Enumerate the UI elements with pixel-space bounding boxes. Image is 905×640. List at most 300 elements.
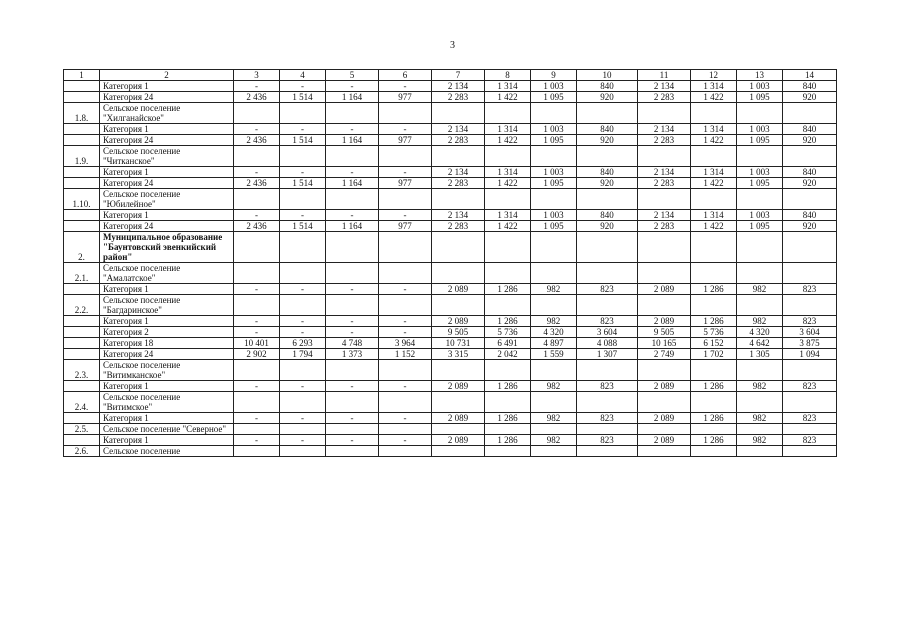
value-cell — [379, 146, 432, 167]
row-name-cell: Категория 1 — [100, 210, 234, 221]
row-name-cell: Категория 24 — [100, 178, 234, 189]
table-row — [64, 81, 837, 92]
value-cell — [234, 146, 280, 167]
value-cell: 1 422 — [485, 92, 531, 103]
value-cell: 2 283 — [638, 92, 691, 103]
value-cell — [691, 103, 737, 124]
value-cell: - — [326, 381, 379, 392]
value-cell: 823 — [577, 381, 638, 392]
value-cell: 2 436 — [234, 135, 280, 146]
value-cell: 1 152 — [379, 349, 432, 360]
value-cell: 2 902 — [234, 349, 280, 360]
value-cell: 1 003 — [531, 167, 577, 178]
value-cell: 1 422 — [485, 221, 531, 232]
value-cell: 10 731 — [432, 338, 485, 349]
value-cell — [691, 146, 737, 167]
value-cell: 840 — [783, 167, 837, 178]
row-number-cell — [64, 167, 100, 178]
value-cell — [577, 232, 638, 263]
value-cell — [783, 103, 837, 124]
value-cell: 1 003 — [737, 81, 783, 92]
value-cell: 1 305 — [737, 349, 783, 360]
value-cell: - — [379, 316, 432, 327]
value-cell: 2 134 — [432, 81, 485, 92]
value-cell: - — [280, 167, 326, 178]
row-name-cell: Категория 1 — [100, 167, 234, 178]
value-cell: 2 089 — [432, 316, 485, 327]
row-number-cell — [64, 135, 100, 146]
value-cell: 1 514 — [280, 221, 326, 232]
value-cell: 9 505 — [432, 327, 485, 338]
value-cell — [280, 189, 326, 210]
value-cell: 2 283 — [638, 221, 691, 232]
value-cell: 840 — [783, 124, 837, 135]
value-cell — [577, 263, 638, 284]
value-cell — [379, 424, 432, 435]
value-cell — [691, 232, 737, 263]
value-cell: - — [234, 284, 280, 295]
value-cell — [737, 424, 783, 435]
value-cell — [234, 263, 280, 284]
header-cell: 11 — [638, 70, 691, 81]
row-name-cell: Категория 18 — [100, 338, 234, 349]
table-row — [64, 295, 837, 316]
row-name-cell: Категория 24 — [100, 349, 234, 360]
row-name-cell: Сельское поселение "Багдаринское" — [100, 295, 234, 316]
value-cell: 823 — [577, 413, 638, 424]
row-number-cell: 2.6. — [64, 446, 100, 457]
value-cell — [379, 360, 432, 381]
value-cell — [691, 392, 737, 413]
header-cell: 14 — [783, 70, 837, 81]
value-cell — [737, 392, 783, 413]
table-row — [64, 124, 837, 135]
value-cell — [737, 232, 783, 263]
value-cell — [783, 146, 837, 167]
row-name-cell: Сельское поселение "Амалатское" — [100, 263, 234, 284]
value-cell: 920 — [783, 135, 837, 146]
table-row — [64, 435, 837, 446]
value-cell — [691, 360, 737, 381]
value-cell — [577, 295, 638, 316]
value-cell — [280, 146, 326, 167]
value-cell: - — [379, 381, 432, 392]
value-cell — [432, 360, 485, 381]
value-cell: 2 134 — [638, 210, 691, 221]
header-cell: 4 — [280, 70, 326, 81]
value-cell: 2 283 — [638, 135, 691, 146]
value-cell — [737, 103, 783, 124]
row-name-cell: Муниципальное образование "Баунтовский эвенкийский район" — [100, 232, 234, 263]
value-cell: 1 307 — [577, 349, 638, 360]
header-cell: 13 — [737, 70, 783, 81]
value-cell — [379, 103, 432, 124]
value-cell: 1 422 — [691, 221, 737, 232]
value-cell: - — [379, 284, 432, 295]
value-cell — [577, 103, 638, 124]
value-cell: 2 089 — [432, 413, 485, 424]
value-cell — [783, 295, 837, 316]
value-cell — [234, 446, 280, 457]
row-number-cell: 1.8. — [64, 103, 100, 124]
header-cell: 7 — [432, 70, 485, 81]
value-cell: 2 436 — [234, 178, 280, 189]
row-number-cell — [64, 81, 100, 92]
value-cell: - — [326, 167, 379, 178]
value-cell: 2 134 — [432, 167, 485, 178]
row-name-cell: Сельское поселение — [100, 446, 234, 457]
value-cell: 2 436 — [234, 92, 280, 103]
header-cell: 9 — [531, 70, 577, 81]
header-cell: 2 — [100, 70, 234, 81]
value-cell — [326, 392, 379, 413]
table-row — [64, 338, 837, 349]
value-cell: 1 314 — [485, 124, 531, 135]
value-cell: 1 422 — [691, 178, 737, 189]
value-cell — [577, 392, 638, 413]
value-cell — [326, 189, 379, 210]
value-cell: 977 — [379, 92, 432, 103]
row-number-cell — [64, 413, 100, 424]
value-cell — [432, 103, 485, 124]
value-cell — [638, 103, 691, 124]
value-cell: 920 — [577, 92, 638, 103]
value-cell — [280, 295, 326, 316]
row-name-cell: Категория 24 — [100, 221, 234, 232]
value-cell: - — [326, 210, 379, 221]
value-cell: 2 283 — [432, 178, 485, 189]
value-cell — [783, 232, 837, 263]
row-number-cell — [64, 316, 100, 327]
value-cell: 982 — [737, 381, 783, 392]
table-row — [64, 135, 837, 146]
value-cell — [234, 295, 280, 316]
header-cell: 5 — [326, 70, 379, 81]
value-cell: 1 003 — [531, 81, 577, 92]
value-cell: 2 042 — [485, 349, 531, 360]
value-cell: - — [379, 413, 432, 424]
table-row — [64, 167, 837, 178]
row-name-cell: Категория 1 — [100, 124, 234, 135]
value-cell: 823 — [577, 435, 638, 446]
value-cell — [737, 295, 783, 316]
value-cell: 1 373 — [326, 349, 379, 360]
value-cell — [485, 446, 531, 457]
value-cell: 3 604 — [783, 327, 837, 338]
table-row — [64, 146, 837, 167]
value-cell: 2 283 — [432, 221, 485, 232]
value-cell: 2 089 — [432, 284, 485, 295]
value-cell — [234, 424, 280, 435]
value-cell: 2 089 — [638, 284, 691, 295]
value-cell: 823 — [577, 316, 638, 327]
value-cell: 1 286 — [691, 435, 737, 446]
value-cell: - — [379, 435, 432, 446]
value-cell — [485, 232, 531, 263]
value-cell: 4 897 — [531, 338, 577, 349]
value-cell — [326, 232, 379, 263]
value-cell — [234, 189, 280, 210]
value-cell: - — [234, 210, 280, 221]
value-cell: 2 134 — [432, 210, 485, 221]
value-cell: 6 293 — [280, 338, 326, 349]
value-cell — [326, 360, 379, 381]
value-cell — [531, 146, 577, 167]
value-cell: 840 — [783, 210, 837, 221]
value-cell: 840 — [577, 210, 638, 221]
value-cell — [691, 424, 737, 435]
value-cell: 2 089 — [638, 435, 691, 446]
value-cell: 2 089 — [432, 381, 485, 392]
value-cell — [432, 295, 485, 316]
value-cell: 1 514 — [280, 135, 326, 146]
row-name-cell: Категория 1 — [100, 81, 234, 92]
value-cell: 3 875 — [783, 338, 837, 349]
value-cell: 1 422 — [691, 135, 737, 146]
row-number-cell — [64, 124, 100, 135]
value-cell: 1 286 — [485, 316, 531, 327]
value-cell — [432, 189, 485, 210]
value-cell: 1 003 — [531, 210, 577, 221]
value-cell: 1 164 — [326, 135, 379, 146]
value-cell: 3 964 — [379, 338, 432, 349]
value-cell — [280, 360, 326, 381]
table-row — [64, 263, 837, 284]
row-number-cell — [64, 92, 100, 103]
value-cell: - — [326, 327, 379, 338]
value-cell: 3 315 — [432, 349, 485, 360]
value-cell — [379, 263, 432, 284]
row-name-cell: Сельское поселение "Витимское" — [100, 392, 234, 413]
row-number-cell — [64, 381, 100, 392]
value-cell — [280, 424, 326, 435]
header-cell: 12 — [691, 70, 737, 81]
value-cell — [234, 232, 280, 263]
value-cell — [485, 392, 531, 413]
value-cell: 2 134 — [638, 167, 691, 178]
row-number-cell: 2.2. — [64, 295, 100, 316]
value-cell: 920 — [577, 221, 638, 232]
value-cell: 823 — [783, 413, 837, 424]
value-cell: - — [280, 381, 326, 392]
page-number: 3 — [450, 40, 455, 51]
value-cell — [737, 189, 783, 210]
value-cell — [638, 189, 691, 210]
value-cell: 5 736 — [485, 327, 531, 338]
value-cell: 2 749 — [638, 349, 691, 360]
value-cell: - — [326, 284, 379, 295]
row-name-cell: Категория 24 — [100, 92, 234, 103]
value-cell: 1 286 — [691, 413, 737, 424]
value-cell — [577, 446, 638, 457]
value-cell: 1 286 — [691, 381, 737, 392]
value-cell: - — [280, 210, 326, 221]
value-cell — [485, 103, 531, 124]
value-cell: 823 — [783, 316, 837, 327]
value-cell — [531, 392, 577, 413]
row-name-cell: Категория 1 — [100, 284, 234, 295]
value-cell: 6 491 — [485, 338, 531, 349]
value-cell: 982 — [531, 316, 577, 327]
value-cell — [783, 392, 837, 413]
table-row — [64, 210, 837, 221]
row-name-cell: Категория 1 — [100, 413, 234, 424]
value-cell — [485, 189, 531, 210]
value-cell — [379, 446, 432, 457]
value-cell: 840 — [577, 81, 638, 92]
value-cell — [432, 424, 485, 435]
value-cell: 2 134 — [638, 81, 691, 92]
value-cell: 1 314 — [485, 167, 531, 178]
row-number-cell: 2.4. — [64, 392, 100, 413]
value-cell — [638, 263, 691, 284]
value-cell: 1 314 — [485, 210, 531, 221]
value-cell — [783, 424, 837, 435]
value-cell: 1 422 — [691, 92, 737, 103]
value-cell: 5 736 — [691, 327, 737, 338]
value-cell — [432, 263, 485, 284]
value-cell: 920 — [783, 221, 837, 232]
value-cell: 4 088 — [577, 338, 638, 349]
value-cell — [280, 103, 326, 124]
value-cell — [783, 189, 837, 210]
value-cell: 1 286 — [485, 435, 531, 446]
value-cell: 4 748 — [326, 338, 379, 349]
value-cell: 977 — [379, 221, 432, 232]
row-number-cell — [64, 284, 100, 295]
value-cell: 920 — [577, 178, 638, 189]
value-cell: 982 — [737, 413, 783, 424]
value-cell: 2 134 — [638, 124, 691, 135]
value-cell — [531, 263, 577, 284]
value-cell: 823 — [783, 435, 837, 446]
column-number-row — [64, 70, 837, 81]
row-number-cell: 2.1. — [64, 263, 100, 284]
value-cell: 1 095 — [737, 92, 783, 103]
value-cell: 1 314 — [691, 210, 737, 221]
value-cell: - — [234, 124, 280, 135]
value-cell: 982 — [737, 435, 783, 446]
value-cell: 1 164 — [326, 92, 379, 103]
value-cell: 982 — [531, 381, 577, 392]
value-cell: 1 095 — [737, 221, 783, 232]
row-number-cell — [64, 349, 100, 360]
value-cell — [737, 446, 783, 457]
value-cell — [531, 295, 577, 316]
value-cell — [531, 446, 577, 457]
value-cell — [737, 263, 783, 284]
value-cell: 1 095 — [531, 178, 577, 189]
value-cell — [326, 146, 379, 167]
value-cell — [737, 360, 783, 381]
value-cell: 2 089 — [638, 381, 691, 392]
value-cell — [326, 295, 379, 316]
row-number-cell: 1.9. — [64, 146, 100, 167]
value-cell: 1 286 — [485, 381, 531, 392]
value-cell: 823 — [783, 381, 837, 392]
value-cell: 823 — [577, 284, 638, 295]
table-row — [64, 392, 837, 413]
table-row — [64, 316, 837, 327]
row-number-cell — [64, 178, 100, 189]
value-cell: 1 422 — [485, 135, 531, 146]
table-row — [64, 189, 837, 210]
value-cell: - — [280, 413, 326, 424]
value-cell: 4 320 — [531, 327, 577, 338]
value-cell: 2 283 — [638, 178, 691, 189]
value-cell — [379, 189, 432, 210]
row-number-cell — [64, 221, 100, 232]
value-cell — [577, 146, 638, 167]
value-cell: 982 — [737, 316, 783, 327]
value-cell: 1 559 — [531, 349, 577, 360]
value-cell: 6 152 — [691, 338, 737, 349]
value-cell — [326, 263, 379, 284]
value-cell: - — [280, 81, 326, 92]
value-cell — [783, 446, 837, 457]
row-name-cell: Сельское поселение "Северное" — [100, 424, 234, 435]
value-cell: 977 — [379, 178, 432, 189]
value-cell: 2 283 — [432, 92, 485, 103]
row-name-cell: Сельское поселение "Читканское" — [100, 146, 234, 167]
value-cell: 840 — [577, 167, 638, 178]
row-name-cell: Сельское поселение "Хилганайское" — [100, 103, 234, 124]
value-cell: 1 095 — [531, 135, 577, 146]
row-name-cell: Категория 1 — [100, 435, 234, 446]
value-cell: 10 165 — [638, 338, 691, 349]
table-row — [64, 232, 837, 263]
value-cell — [531, 103, 577, 124]
value-cell — [691, 263, 737, 284]
value-cell: 1 094 — [783, 349, 837, 360]
value-cell: 920 — [783, 178, 837, 189]
value-cell: 982 — [737, 284, 783, 295]
value-cell: - — [280, 124, 326, 135]
value-cell — [234, 392, 280, 413]
value-cell — [234, 103, 280, 124]
row-name-cell: Категория 1 — [100, 316, 234, 327]
value-cell: - — [234, 327, 280, 338]
value-cell — [638, 232, 691, 263]
value-cell: 1 164 — [326, 178, 379, 189]
value-cell: 1 702 — [691, 349, 737, 360]
table-row — [64, 103, 837, 124]
value-cell: - — [326, 435, 379, 446]
value-cell: - — [280, 327, 326, 338]
table-row — [64, 446, 837, 457]
value-cell — [280, 446, 326, 457]
row-number-cell — [64, 210, 100, 221]
value-cell: 1 314 — [691, 124, 737, 135]
value-cell: - — [234, 435, 280, 446]
value-cell: - — [280, 284, 326, 295]
row-name-cell: Сельское поселение "Витимканское" — [100, 360, 234, 381]
value-cell: - — [234, 381, 280, 392]
value-cell: 1 003 — [737, 124, 783, 135]
value-cell: 4 320 — [737, 327, 783, 338]
table-row — [64, 360, 837, 381]
value-cell — [737, 146, 783, 167]
value-cell: 1 794 — [280, 349, 326, 360]
value-cell: - — [234, 316, 280, 327]
value-cell: 982 — [531, 413, 577, 424]
value-cell — [638, 295, 691, 316]
row-name-cell: Категория 1 — [100, 381, 234, 392]
value-cell — [638, 424, 691, 435]
value-cell: - — [280, 316, 326, 327]
value-cell — [326, 446, 379, 457]
value-cell: 1 286 — [485, 413, 531, 424]
